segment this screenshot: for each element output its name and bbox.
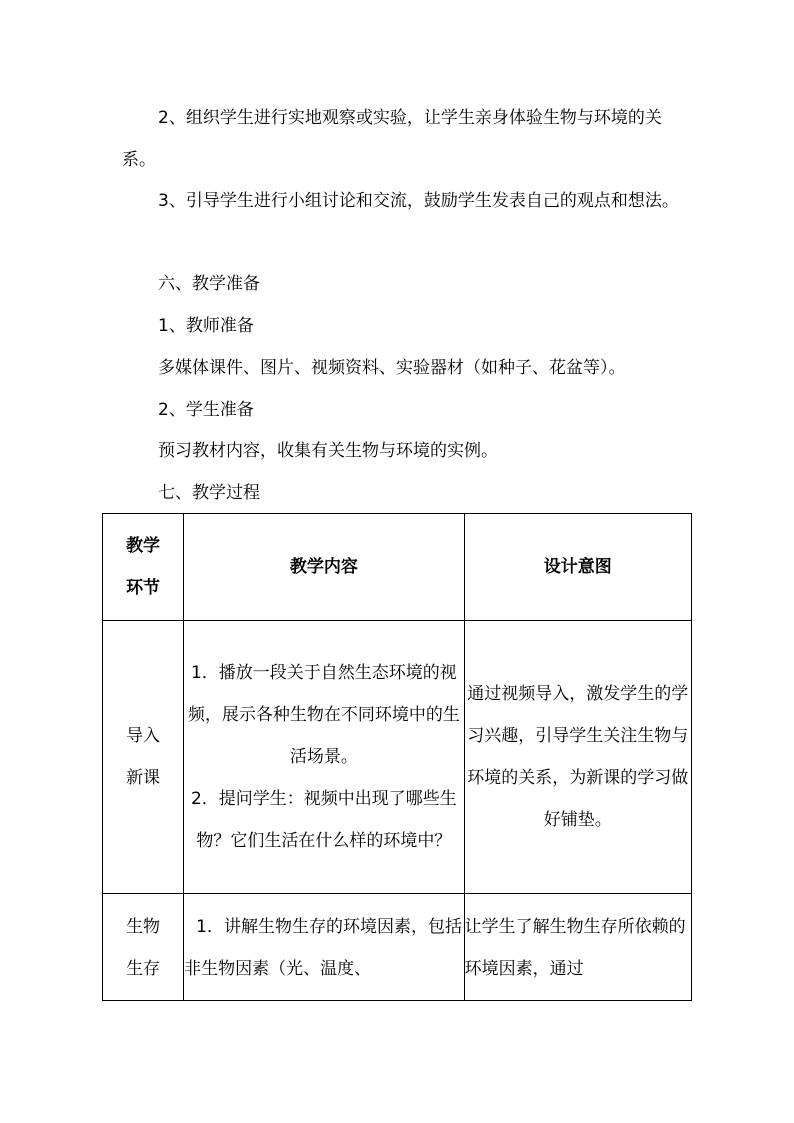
student-prep-text: 预习教材内容，收集有关生物与环境的实例。	[158, 441, 498, 461]
header-intent: 设计意图	[464, 514, 691, 621]
header-stage-line1: 教学	[126, 536, 161, 556]
content-cell	[184, 621, 464, 894]
paragraph-group-discussion: 3、引导学生进行小组讨论和交流，鼓励学生发表自己的观点和想法。	[158, 191, 679, 211]
stage-line1: 导入	[126, 726, 161, 746]
stage-line2: 生存	[126, 959, 161, 979]
intent-cell: 通过视频导入，激发学生的学习兴趣，引导学生关注生物与环境的关系，为新课的学习做好铺垫。	[464, 621, 691, 894]
content-cell	[184, 894, 464, 1001]
subheading-teacher-prep: 1、教师准备	[158, 316, 254, 336]
header-content: 教学内容	[184, 514, 464, 621]
header-stage-line2: 环节	[126, 578, 161, 598]
section-heading-preparation: 六、教学准备	[158, 274, 260, 294]
paragraph-organize-observation: 2、组织学生进行实地观察或实验，让学生亲身体验生物与环境的关系。	[122, 108, 662, 170]
teacher-prep-text: 多媒体课件、图片、视频资料、实验器材（如种子、花盆等）。	[158, 358, 626, 378]
content-item: 2．提问学生：视频中出现了哪些生物？它们生活在什么样的环境中？	[190, 789, 457, 851]
subheading-student-prep: 2、学生准备	[158, 400, 254, 420]
header-stage	[103, 514, 184, 621]
content-item: 1．讲解生物生存的环境因素，包括非生物因素（光、温度、	[184, 917, 462, 979]
teaching-process-table	[102, 513, 692, 1001]
stage-cell	[103, 894, 184, 1001]
table-row	[103, 894, 692, 1001]
table-row	[103, 621, 692, 894]
stage-line1: 生物	[126, 917, 161, 937]
stage-line2: 新课	[126, 768, 161, 788]
content-item: 1．播放一段关于自然生态环境的视频，展示各种生物在不同环境中的生活场景。	[187, 663, 460, 767]
table-header-row	[103, 514, 692, 621]
section-heading-process: 七、教学过程	[158, 483, 260, 503]
intent-cell: 让学生了解生物生存所依赖的环境因素，通过	[464, 894, 691, 1001]
stage-cell	[103, 621, 184, 894]
